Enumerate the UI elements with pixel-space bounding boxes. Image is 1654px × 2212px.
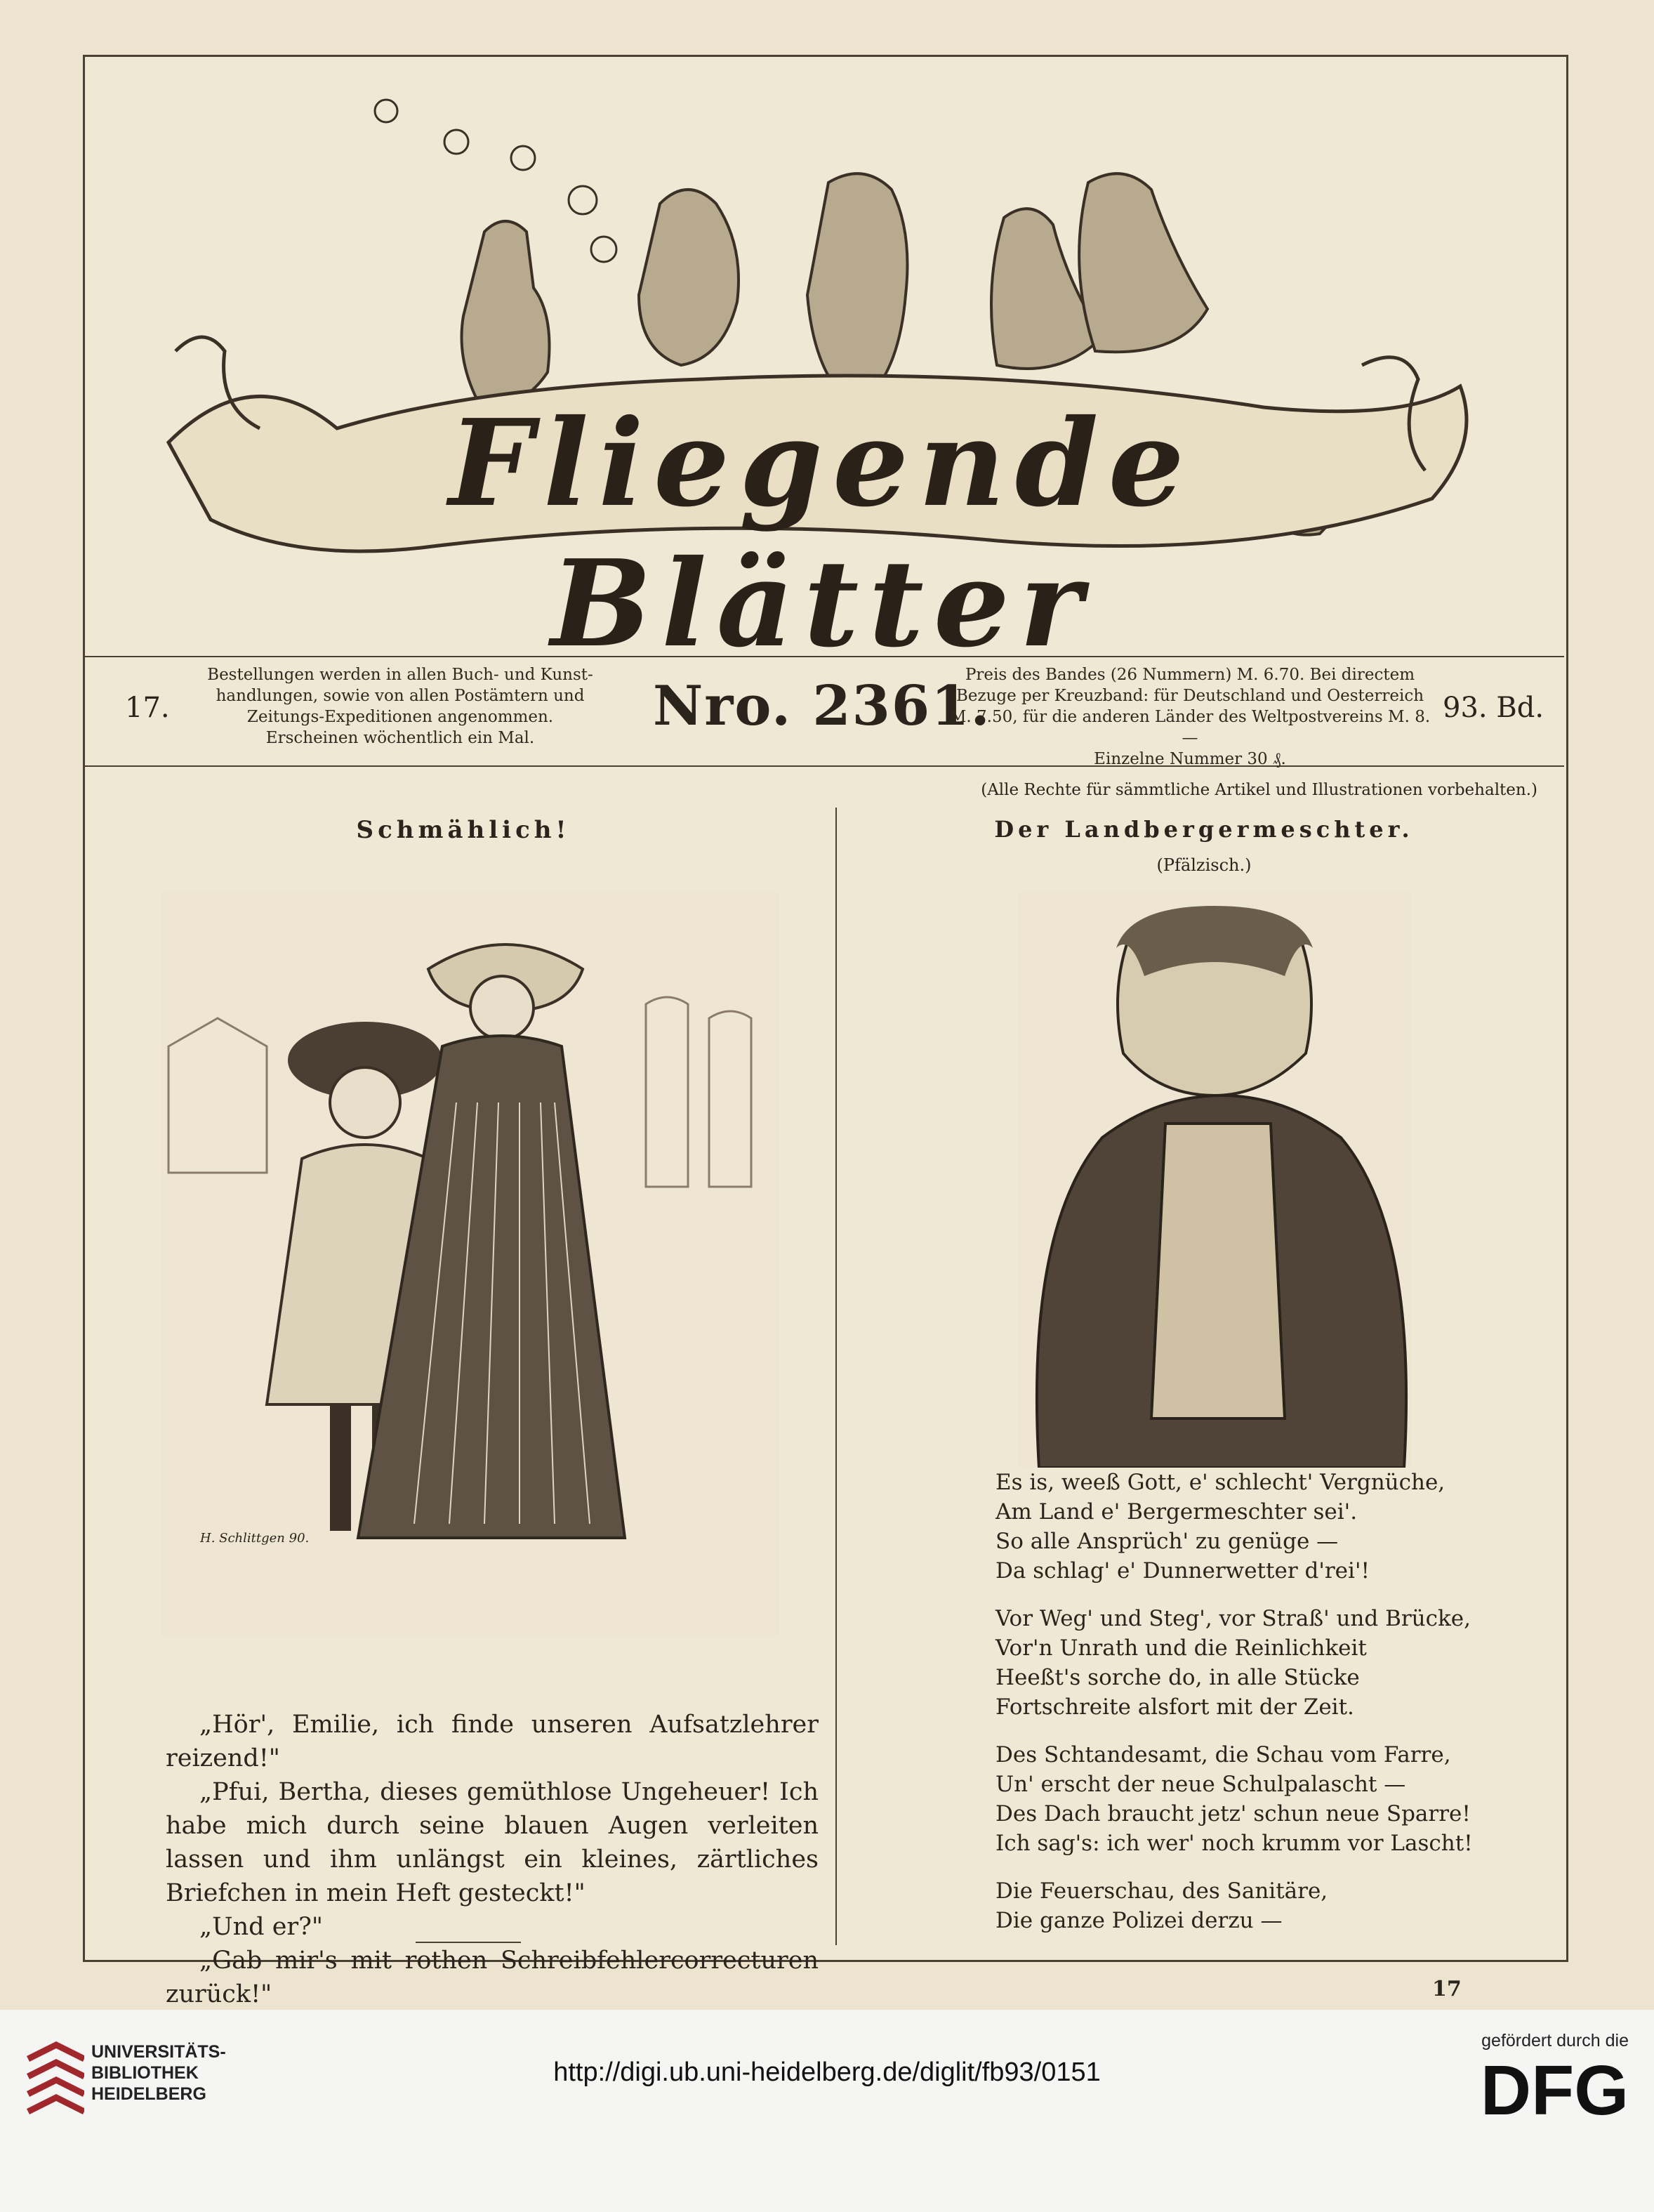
poem-line: Des Schtandesamt, die Schau vom Farre, xyxy=(995,1742,1451,1767)
illustration-signature: H. Schlittgen 90. xyxy=(200,1531,310,1546)
page-number: 17 xyxy=(1432,1977,1462,2001)
ordering-notice xyxy=(161,664,639,749)
poem-line: Vor Weg' und Steg', vor Straß' und Brücke, xyxy=(995,1606,1471,1631)
poem-line: Am Land e' Bergermeschter sei'. xyxy=(995,1499,1358,1525)
poem-stanza xyxy=(995,1604,1529,1722)
poem-line: Des Dach braucht jetz' schun neue Sparre! xyxy=(995,1801,1471,1826)
ordering-line: Zeitungs-Expeditionen angenommen. xyxy=(246,708,554,726)
article-end-rule xyxy=(416,1942,521,1943)
poem-line: Die Feuerschau, des Sanitäre, xyxy=(995,1878,1328,1904)
poem-line: Die ganze Polizei derzu — xyxy=(995,1908,1283,1933)
left-article-text xyxy=(166,1708,819,2011)
price-line: Preis des Bandes (26 Nummern) M. 6.70. Bei directem xyxy=(965,666,1415,684)
right-article-title: Der Landbergermeschter. xyxy=(994,816,1414,843)
funding-text: gefördert durch die xyxy=(1481,2031,1629,2050)
left-article-title: Schmählich! xyxy=(356,816,571,844)
dfg-logo[interactable]: DFG xyxy=(1480,2051,1629,2130)
poem-line: Heeßt's sorche do, in alle Stücke xyxy=(995,1665,1360,1690)
poem-line: Vor'n Unrath und die Reinlichkeit xyxy=(995,1635,1367,1661)
right-illustration xyxy=(1018,892,1411,1468)
library-name-line: UNIVERSITÄTS- xyxy=(91,2042,226,2062)
price-line: Einzelne Nummer 30 ₰. xyxy=(1094,750,1286,768)
poem-stanza xyxy=(995,1876,1529,1935)
viewer-footer xyxy=(0,2010,1654,2212)
right-article-subtitle: (Pfälzisch.) xyxy=(1156,855,1252,875)
dialogue-paragraph: „Gab mir's mit rothen Schreibfehlercorrecturen zurück!" xyxy=(166,1947,819,2008)
ordering-line: Bestellungen werden in allen Buch- und Kunst- xyxy=(207,666,593,684)
poem-line: Es is, weeß Gott, e' schlecht' Vergnüche, xyxy=(995,1470,1445,1495)
volume-number-left: 17. xyxy=(125,692,170,724)
poem-line: Da schlag' e' Dunnerwetter d'rei'! xyxy=(995,1558,1370,1584)
price-line: Bezuge per Kreuzband: für Deutschland und Oesterreich xyxy=(955,687,1424,705)
left-illustration xyxy=(161,892,779,1636)
poem-line: Fortschreite alsfort mit der Zeit. xyxy=(995,1694,1354,1720)
dialogue-paragraph: „Und er?" xyxy=(199,1913,324,1941)
volume-number-right: 93. Bd. xyxy=(1443,692,1544,724)
ordering-line: Erscheinen wöchentlich ein Mal. xyxy=(265,729,535,747)
price-line: M. 7.50, für die anderen Länder des Weltpostvereins M. 8.— xyxy=(949,708,1431,747)
masthead-title: Fliegende Blätter xyxy=(449,393,1194,674)
info-bar-top-rule xyxy=(83,656,1564,657)
poem-stanza xyxy=(995,1740,1529,1858)
ordering-line: handlungen, sowie von allen Postämtern und xyxy=(216,687,585,705)
poem-line: Ich sag's: ich wer' noch krumm vor Lascht! xyxy=(995,1831,1473,1856)
poem-stanza xyxy=(995,1468,1529,1586)
permalink-url[interactable]: http://digi.ub.uni-heidelberg.de/diglit/fb93/0151 xyxy=(553,2058,1101,2087)
right-article-poem xyxy=(995,1468,1529,1954)
column-divider xyxy=(835,808,837,1945)
price-notice xyxy=(948,664,1432,770)
poem-line: Un' erscht der neue Schulpalascht — xyxy=(995,1772,1406,1797)
poem-line: So alle Ansprüch' zu genüge — xyxy=(995,1529,1339,1554)
library-name-line: HEIDELBERG xyxy=(91,2084,206,2104)
library-name-line: BIBLIOTHEK xyxy=(91,2063,199,2083)
issue-number: Nro. 2361. xyxy=(653,674,991,738)
dialogue-paragraph: „Pfui, Bertha, dieses gemüthlose Ungeheuer! Ich habe mich durch seine blauen Augen verleiten lassen und ihm unlängst ein kleines, zärtliches Briefchen in mein Heft gesteckt!" xyxy=(166,1778,819,1907)
dialogue-paragraph: „Hör', Emilie, ich finde unseren Aufsatzlehrer reizend!" xyxy=(166,1711,819,1772)
rights-notice: (Alle Rechte für sämmtliche Artikel und Illustrationen vorbehalten.) xyxy=(981,781,1537,799)
